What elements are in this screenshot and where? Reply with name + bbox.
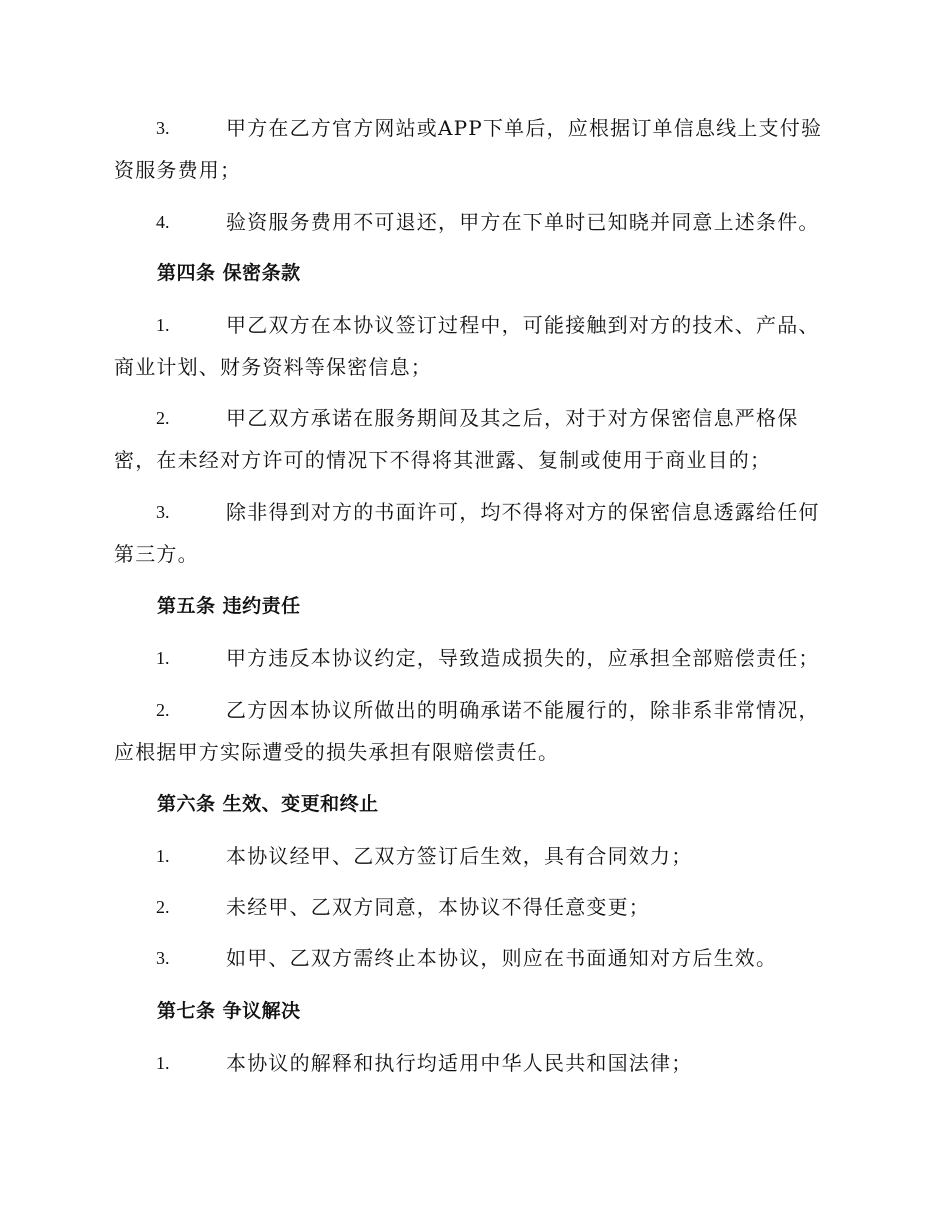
clause-item: [0, 1048, 950, 1078]
item-text: 甲乙双方承诺在服务期间及其之后，对于对方保密信息严格保: [226, 406, 799, 430]
clause-item: [0, 841, 950, 871]
clause-item: [0, 207, 950, 237]
clause-item: [0, 497, 950, 527]
continuation-text: 第三方。: [114, 542, 199, 566]
clause-item: [0, 892, 950, 922]
clause-continuation: [0, 445, 950, 475]
continuation-text: 应根据甲方实际遭受的损失承担有限赔偿责任。: [114, 740, 560, 764]
item-text: 甲方在乙方官方网站或APP下单后，应根据订单信息线上支付验: [226, 116, 823, 140]
item-text: 甲方违反本协议约定，导致造成损失的，应承担全部赔偿责任；: [226, 646, 820, 670]
item-number: 3.: [156, 502, 170, 522]
item-number: 3.: [156, 118, 170, 138]
item-number: 1.: [156, 648, 170, 668]
clause-item: [0, 943, 950, 973]
section-heading: [0, 258, 950, 288]
clause-item: [0, 310, 950, 340]
item-text: 除非得到对方的书面许可，均不得将对方的保密信息透露给任何: [226, 500, 820, 524]
continuation-text: 商业计划、财务资料等保密信息；: [114, 355, 432, 379]
continuation-text: 密，在未经对方许可的情况下不得将其泄露、复制或使用于商业目的；: [114, 448, 772, 472]
section-heading: [0, 591, 950, 621]
item-number: 1.: [156, 1053, 170, 1073]
item-number: 4.: [156, 212, 170, 232]
item-text: 如甲、乙双方需终止本协议，则应在书面通知对方后生效。: [226, 946, 778, 970]
clause-item: [0, 643, 950, 673]
item-number: 1.: [156, 315, 170, 335]
item-number: 2.: [156, 700, 170, 720]
clause-continuation: [0, 352, 950, 382]
section-heading-text: 第四条 保密条款: [157, 262, 301, 284]
item-text: 未经甲、乙双方同意，本协议不得任意变更；: [226, 895, 650, 919]
item-text: 乙方因本协议所做出的明确承诺不能履行的，除非系非常情况，: [226, 698, 820, 722]
section-heading: [0, 789, 950, 819]
item-text: 本协议经甲、乙双方签订后生效，具有合同效力；: [226, 844, 693, 868]
continuation-text: 资服务费用；: [114, 158, 242, 182]
clause-item: [0, 695, 950, 725]
section-heading-text: 第六条 生效、变更和终止: [157, 793, 379, 815]
item-number: 3.: [156, 948, 170, 968]
item-number: 1.: [156, 846, 170, 866]
clause-continuation: [0, 539, 950, 569]
clause-continuation: [0, 155, 950, 185]
item-number: 2.: [156, 408, 170, 428]
item-text: 甲乙双方在本协议签订过程中，可能接触到对方的技术、产品、: [226, 313, 820, 337]
section-heading-text: 第五条 违约责任: [157, 595, 301, 617]
clause-item: [0, 113, 950, 143]
item-text: 验资服务费用不可退还，甲方在下单时已知晓并同意上述条件。: [226, 210, 820, 234]
clause-item: [0, 403, 950, 433]
section-heading-text: 第七条 争议解决: [157, 1000, 301, 1022]
item-text: 本协议的解释和执行均适用中华人民共和国法律；: [226, 1051, 693, 1075]
section-heading: [0, 996, 950, 1026]
clause-continuation: [0, 737, 950, 767]
item-number: 2.: [156, 897, 170, 917]
